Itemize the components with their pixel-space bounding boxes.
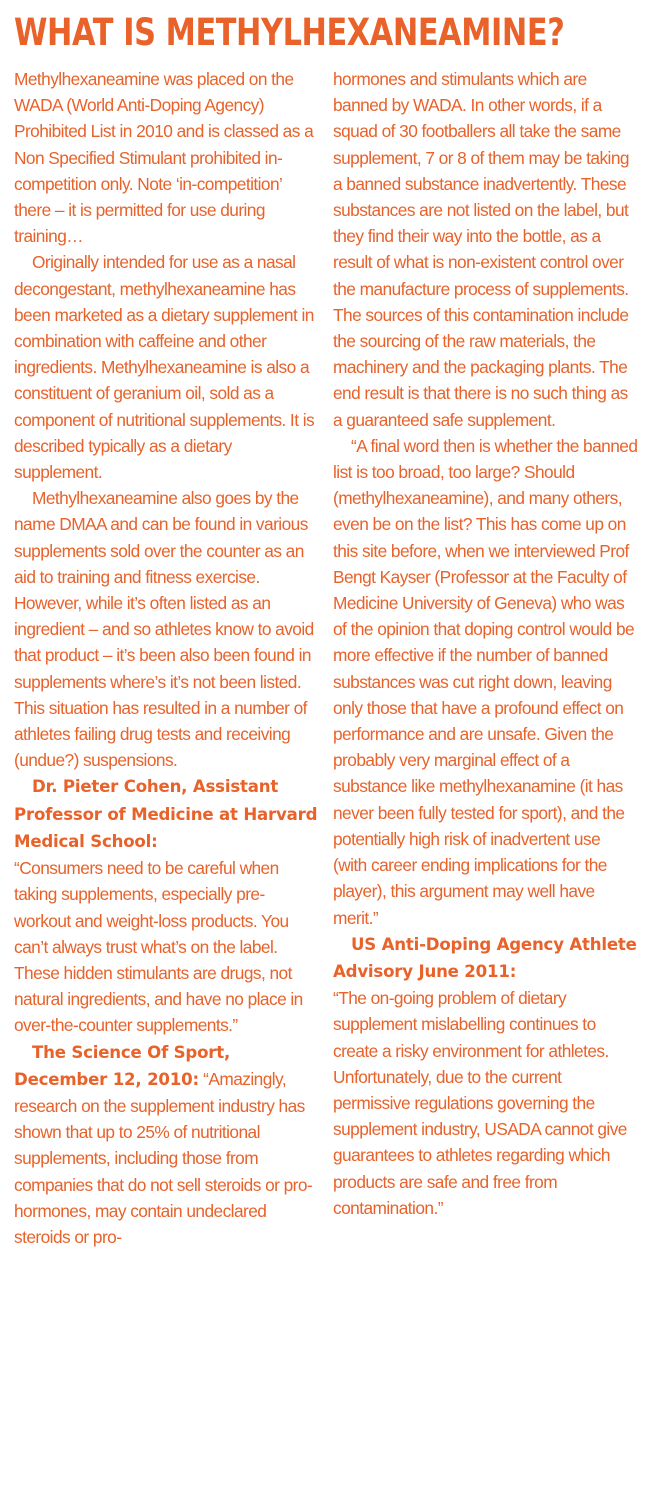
dmaa-paragraph: Methylhexaneamine also goes by the name DMAA and can be found in various supplements sold over the counter as an aid to training and fitness exercise. However, while it’s often listed as an ingredient – and so athletes know to avoid that product – it’s been also been found in supplements where’s it’s not been listed. This situation has resulted in a number of athletes failing drug tests and receiving (undue?) suspensions.: [14, 488, 314, 771]
cohen-heading-text: Dr. Pieter Cohen, Assistant Professor of Medicine at Harvard Medical School:: [14, 777, 318, 851]
science-quote: “Amazingly, research on the supplement industry has shown that up to 25% of nutritional supplements, including those from companies that do not sell steroids or pro-hormones, may contain undeclared steroids or pro-: [14, 1068, 313, 1247]
article-title: WHAT IS METHYLHEXANEAMINE?: [14, 11, 565, 54]
final-word-paragraph: “A final word then is whether the banned list is too broad, too large? Should (methylhexaneamine), and many others, even be on the list? This has come up on this site before, when we interviewed Prof Bengt Kayser (Professor at the Faculty of Medicine University of Geneva) who was of the opinion that doping control would be more effective if the number of banned substances was cut right down, leaving only those that have a profound effect on performance and are unsafe. Given the probably very marginal effect of a substance like methylhexanamine (it has never been fully tested for sport), and the potentially high risk of inadvertent use (with career ending implications for the player), this argument may well have merit.”: [333, 435, 638, 928]
article-columns: [14, 66, 652, 1250]
usada-heading-text: US Anti-Doping Agency Athlete Advisory June 2011:: [333, 934, 637, 981]
left-column: [14, 66, 319, 1250]
contamination-paragraph: hormones and stimulants which are banned by WADA. In other words, if a squad of 30 footballers all take the same supplement, 7 or 8 of them may be taking a banned substance inadvertently. These substances are not listed on the label, but they find their way into the bottle, as a result of what is non-existent control over the manufacture process of supplements. The sources of this contamination include the sourcing of the raw materials, the machinery and the packaging plants. The end result is that there is no such thing as a guaranteed safe supplement.: [333, 69, 629, 430]
origin-paragraph: Originally intended for use as a nasal decongestant, methylhexaneamine has been marketed as a dietary supplement in combination with caffeine and other ingredients. Methylhexaneamine is also a constituent of geranium oil, sold as a component of nutritional supplements. It is described typically as a dietary supplement.: [14, 252, 315, 483]
right-column: [333, 66, 638, 1250]
usada-quote: “The on-going problem of dietary supplement mislabelling continues to create a risky environment for athletes. Unfortunately, due to the current permissive regulations governing the supplement industry, USADA cannot give guarantees to athletes regarding which products are safe and free from contamination.”: [333, 988, 627, 1218]
cohen-heading: [14, 773, 319, 855]
usada-heading: [333, 931, 638, 985]
cohen-quote: “Consumers need to be careful when taking supplements, especially pre-workout and weight-loss products. You can’t always trust what’s on the label. These hidden stimulants are drugs, not natural ingredients, and have no place in over-the-counter supplements.”: [14, 858, 303, 1036]
intro-paragraph: Methylhexaneamine was placed on the WADA (World Anti-Doping Agency) Prohibited List in 2010 and is classed as a Non Specified Stimulant prohibited in-competition only. Note ‘in-competition’ there – it is permitted for use during training…: [14, 69, 314, 247]
science-heading: The Science Of Sport, December 12, 2010:: [14, 1042, 231, 1089]
science-paragraph: [14, 1039, 319, 1251]
